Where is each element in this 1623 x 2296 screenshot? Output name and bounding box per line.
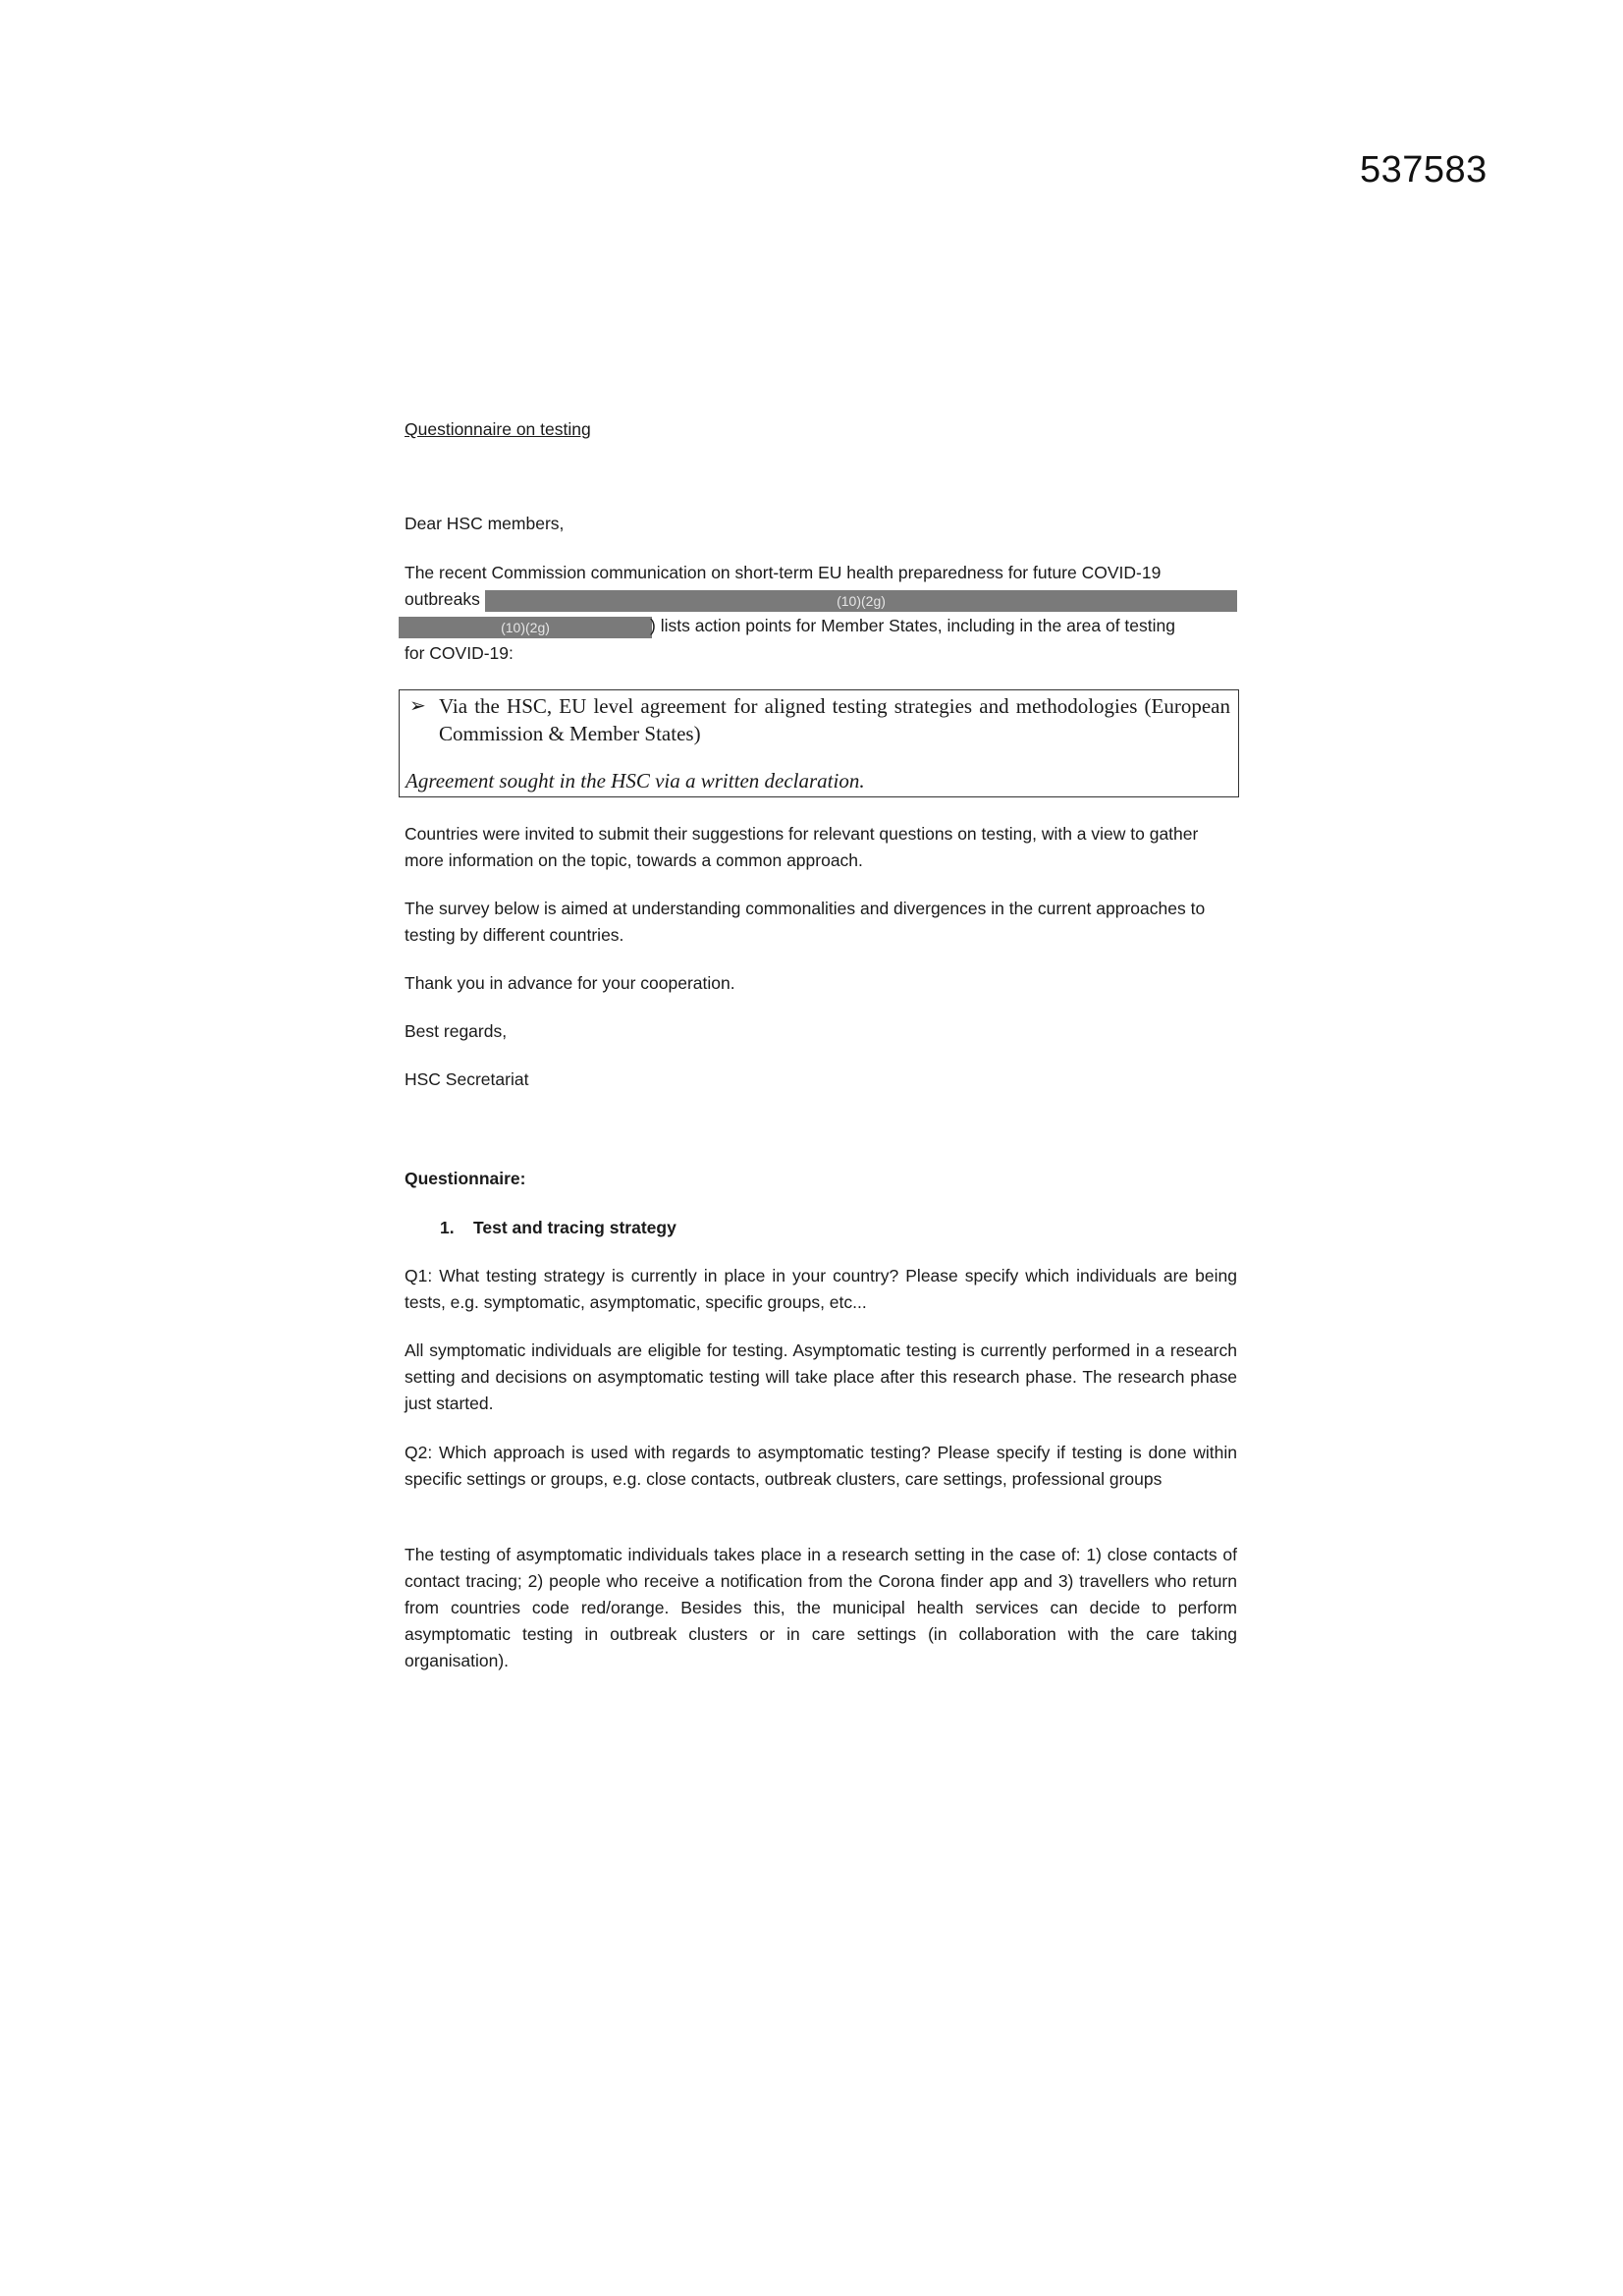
callout-note: Agreement sought in the HSC via a written declaration. (406, 769, 865, 793)
answer-1: All symptomatic individuals are eligible for testing. Asymptomatic testing is currently performed in a research setting and decisions on asymptomatic testing will take place after this research phase. The research phase just started. (405, 1340, 1237, 1413)
document-title: Questionnaire on testing (405, 419, 591, 439)
arrow-bullet-icon: ➢ (409, 695, 426, 717)
document-number: 537583 (1360, 149, 1488, 191)
paragraph-countries: Countries were invited to submit their suggestions for relevant questions on testing, with a view to gather more information on the topic, towards a common approach. (405, 824, 1199, 870)
question-1: Q1: What testing strategy is currently in place in your country? Please specify which individuals are being tests, e.g. symptomatic, asymptomatic, specific groups, etc... (405, 1266, 1237, 1312)
section-title: Test and tracing strategy (473, 1218, 676, 1237)
question-2: Q2: Which approach is used with regards to asymptomatic testing? Please specify if testing is done within specific settings or groups, e.g. close contacts, outbreak clusters, care settings, professional groups (405, 1443, 1237, 1489)
closing-regards: Best regards, (405, 1021, 508, 1041)
section-number: 1. (440, 1218, 455, 1237)
intro-line-2 (405, 586, 1237, 614)
intro-line-3 (405, 613, 1237, 640)
greeting: Dear HSC members, (405, 514, 565, 533)
action-point-callout (399, 689, 1239, 797)
paragraph-survey: The survey below is aimed at understanding commonalities and divergences in the current approaches to testing by different countries. (405, 899, 1206, 945)
signature: HSC Secretariat (405, 1069, 529, 1089)
redaction-box: (10)(2g) (485, 590, 1237, 612)
intro-line-2-prefix: outbreaks (405, 589, 480, 609)
callout-text: Via the HSC, EU level agreement for aligned testing strategies and methodologies (European Commission & Member States) (439, 694, 1230, 745)
questionnaire-heading: Questionnaire: (405, 1169, 526, 1188)
paragraph-thanks: Thank you in advance for your cooperation. (405, 973, 735, 993)
intro-line-3-suffix: ) lists action points for Member States, including in the area of testing (650, 616, 1175, 635)
redaction-box: (10)(2g) (399, 617, 652, 638)
intro-line-4: for COVID-19: (405, 643, 514, 663)
intro-line-1: The recent Commission communication on short-term EU health preparedness for future COVID-19 (405, 563, 1162, 582)
section-heading (440, 1215, 676, 1241)
answer-2: The testing of asymptomatic individuals takes place in a research setting in the case of: 1) close contacts of contact tracing; 2) people who receive a notification from the Corona finder app and 3) travellers who return from countries code red/orange. Besides this, the municipal health services can decide to perform asymptomatic testing in outbreak clusters or in care settings (in collaboration with the care taking organisation). (405, 1545, 1237, 1670)
